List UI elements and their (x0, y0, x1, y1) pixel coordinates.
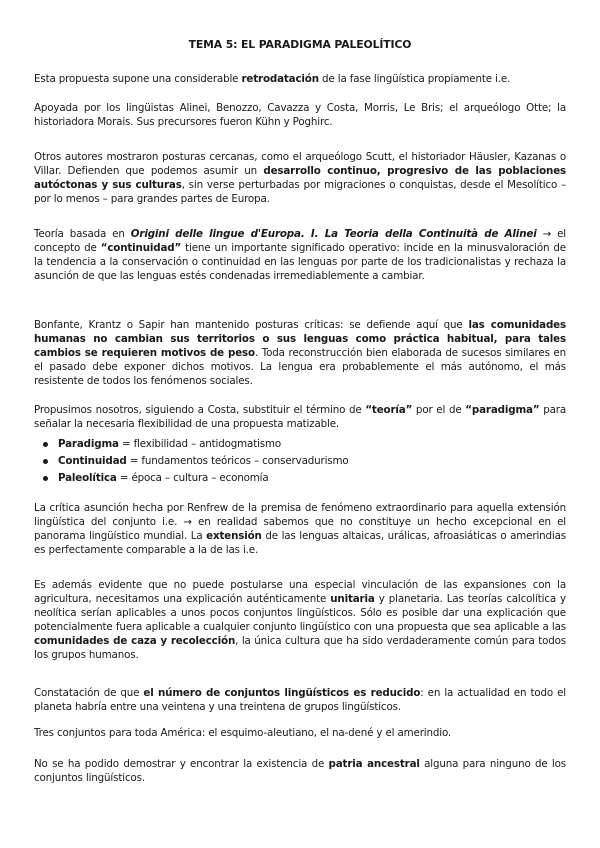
list-item: Continuidad = fundamentos teóricos – conservadurismo (34, 453, 566, 470)
paragraph-america: Tres conjuntos para toda América: el esquimo-aleutiano, el na-dené y el amerindio. (34, 727, 452, 739)
paragraph-reduced-groups: Constatación de que el número de conjuntos lingüísticos es reducido: en la actualidad en todo el planeta habría entre una veintena y una treintena de grupos lingüísticos. (34, 687, 566, 713)
paragraph-critical-positions: Bonfante, Krantz o Sapir han mantenido posturas críticas: se defiende aquí que las comunidades humanas no cambian sus territorios o sus lenguas como práctica habitual, para tales cambios se requieren motivos de peso. Toda reconstrucción bien elaborada de sucesos similares en el pasado debe exponer dichos motivos. La lengua era probablemente el más autónomo, el más resistente de todos los fenómenos sociales. (34, 319, 566, 387)
bullet-icon (43, 459, 48, 464)
paragraph-ancestral-homeland: No se ha podido demostrar y encontrar la existencia de patria ancestral alguna para ninguno de los conjuntos lingüísticos. (34, 758, 566, 784)
paragraph-agriculture: Es además evidente que no puede postularse una especial vinculación de las expansiones con la agricultura, necesitamos una explicación auténticamente unitaria y planetaria. Las teorías calcolítica y neolítica serían aplicables a unos pocos conjuntos lingüísticos. Sólo es posible dar una explicación que potencialmente fuera aplicable a cualquier conjunto lingüístico con una propuesta que sea aplicable a las comunidades de caza y recolección, la única cultura que ha sido verdaderamente común para todos los grupos humanos. (34, 579, 567, 661)
paragraph-continuity-theory: Teoría basada en Origini delle lingue d'Europa. I. La Teoria della Continuità de Alinei → el concepto de “continuidad” tiene un importante significado operativo: incide en la minusvaloración de la tendencia a la conservación o continuidad en las lenguas por parte de los tradicionalistas y rechaza la asunción de que las lenguas estés condenadas irremediablemente a cambiar. (34, 228, 567, 282)
list-item: Paradigma = flexibilidad – antidogmatismo (34, 436, 566, 453)
page-title: TEMA 5: EL PARADIGMA PALEOLÍTICO (188, 38, 412, 51)
paragraph-retrodatacion: Esta propuesta supone una considerable retrodatación de la fase lingüística propiamente i.e. (34, 73, 511, 85)
paragraph-supporters: Apoyada por los lingüistas Alinei, Benozzo, Cavazza y Costa, Morris, Le Bris; el arqueólogo Otte; la historiadora Morais. Sus precursores fueron Kühn y Poghirc. (34, 102, 566, 128)
bullet-icon (43, 476, 48, 481)
definition-list (34, 436, 566, 487)
paragraph-other-authors: Otros autores mostraron posturas cercanas, como el arqueólogo Scutt, el historiador Häusler, Kazanas o Villar. Defienden que podemos asumir un desarrollo continuo, progresivo de las poblaciones autóctonas y sus culturas, sin verse perturbadas por migraciones o conquistas, desde el Mesolítico – por lo menos – para grandes partes de Europa. (34, 151, 567, 205)
bullet-icon (43, 442, 48, 447)
paragraph-renfrew-critique: La crítica asunción hecha por Renfrew de la premisa de fenómeno extraordinario para aquella extensión lingüística del conjunto i.e. → en realidad sabemos que no constituye un hecho excepcional en el panorama lingüístico mundial. La extensión de las lenguas altaicas, urálicas, afroasiáticas o amerindias es perfectamente comparable a la de las i.e. (34, 502, 566, 556)
list-item: Paleolítica = época – cultura – economía (34, 470, 566, 487)
paragraph-paradigm-proposal: Propusimos nosotros, siguiendo a Costa, substituir el término de “teoría” por el de “paradigma” para señalar la necesaria flexibilidad de una propuesta matizable. (34, 404, 566, 430)
